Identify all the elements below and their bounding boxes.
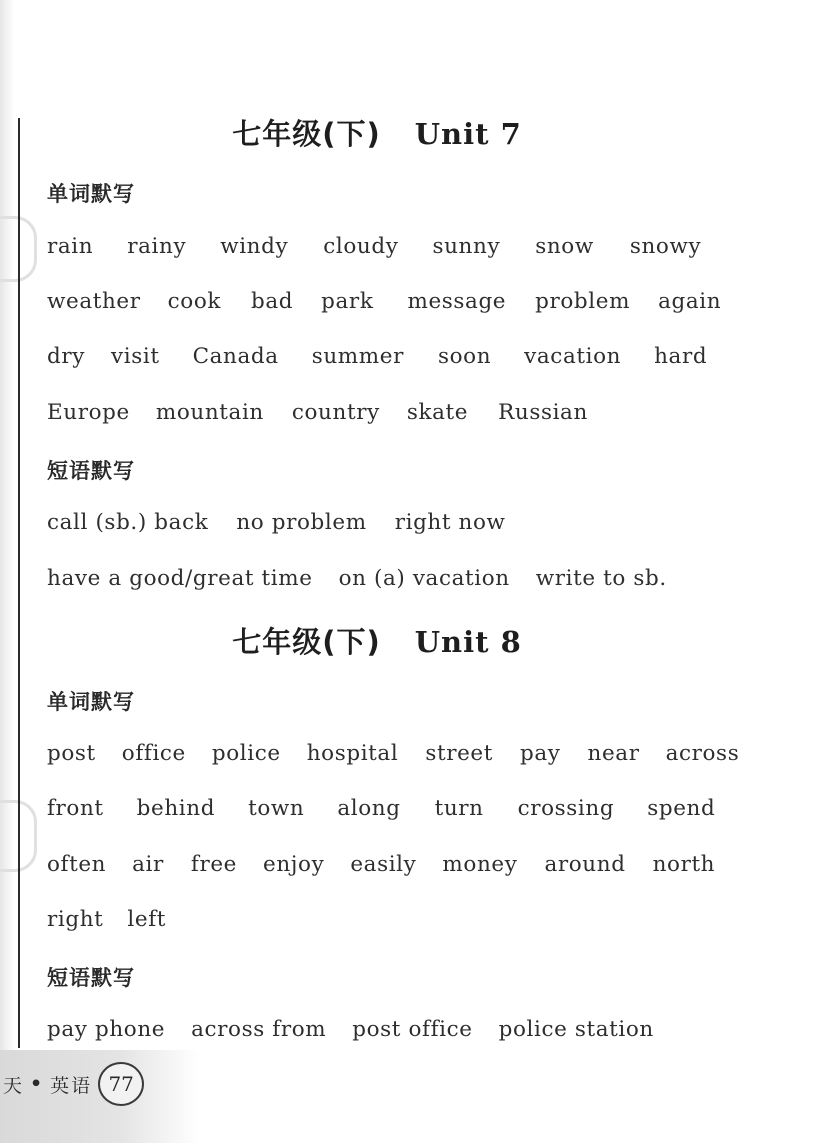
footer-title-fragment: 天: [3, 1074, 23, 1097]
word-item: write to sb.: [535, 566, 667, 591]
word-item: north: [652, 852, 716, 877]
word-item: soon: [437, 344, 492, 369]
word-item: enjoy: [263, 852, 325, 877]
unit7-phrase-line-1: [47, 510, 506, 535]
page-number-badge: [98, 1062, 144, 1106]
word-item: problem: [535, 289, 631, 314]
unit7-vocab-heading: 单词默写: [47, 182, 135, 206]
word-item: Russian: [498, 400, 588, 425]
word-item: police station: [498, 1017, 654, 1042]
word-item: along: [337, 796, 401, 821]
word-item: on (a) vacation: [338, 566, 510, 591]
word-item: right: [47, 907, 104, 932]
word-item: easily: [350, 852, 417, 877]
unit8-vocab-heading: 单词默写: [47, 690, 135, 714]
word-item: crossing: [517, 796, 615, 821]
word-item: pay: [519, 741, 561, 766]
word-item: country: [291, 400, 380, 425]
word-item: near: [587, 741, 640, 766]
unit7-title: [0, 112, 754, 153]
footer-subject: 英语: [50, 1074, 93, 1097]
unit7-vocab-line-3: [47, 344, 707, 369]
word-item: left: [127, 907, 167, 932]
word-item: right now: [394, 510, 506, 535]
word-item: cook: [167, 289, 221, 314]
word-item: snowy: [629, 234, 702, 259]
unit7-vocab-line-4: [47, 400, 588, 425]
word-item: front: [47, 796, 104, 821]
word-item: town: [248, 796, 305, 821]
word-item: bad: [251, 289, 294, 314]
page-number: 77: [108, 1072, 134, 1096]
word-item: vacation: [524, 344, 622, 369]
word-item: behind: [136, 796, 216, 821]
unit8-phrase-heading: 短语默写: [47, 966, 135, 990]
word-item: message: [407, 289, 507, 314]
word-item: post office: [352, 1017, 473, 1042]
word-item: hospital: [306, 741, 399, 766]
unit8-title: [0, 620, 754, 661]
word-item: dry: [47, 344, 85, 369]
unit8-vocab-line-4: [47, 907, 166, 932]
word-item: cloudy: [323, 234, 399, 259]
unit7-grade: 七年级(下): [232, 117, 381, 151]
word-item: no problem: [236, 510, 367, 535]
word-item: sunny: [432, 234, 501, 259]
word-item: often: [47, 852, 107, 877]
word-item: rain: [47, 234, 94, 259]
word-item: spend: [647, 796, 716, 821]
word-item: weather: [47, 289, 141, 314]
word-item: across from: [191, 1017, 327, 1042]
word-item: street: [425, 741, 493, 766]
word-item: pay phone: [47, 1017, 166, 1042]
unit7-vocab-line-2: [47, 289, 721, 314]
page-footer: [0, 1062, 144, 1106]
word-item: park: [321, 289, 374, 314]
word-item: post: [47, 741, 96, 766]
unit8-phrase-line-1: [47, 1017, 654, 1042]
unit8-vocab-line-2: [47, 796, 715, 821]
word-item: summer: [311, 344, 404, 369]
word-item: office: [121, 741, 186, 766]
page-edge-shadow: [0, 0, 14, 1143]
word-item: free: [190, 852, 237, 877]
unit7-phrase-line-2: [47, 566, 667, 591]
unit7-vocab-line-1: [47, 234, 701, 259]
footer-separator: •: [30, 1073, 43, 1095]
word-item: visit: [111, 344, 160, 369]
word-item: snow: [535, 234, 594, 259]
unit7-phrase-heading: 短语默写: [47, 459, 135, 483]
word-item: across: [665, 741, 740, 766]
word-item: money: [442, 852, 518, 877]
margin-rule: [18, 118, 20, 1048]
word-item: Canada: [192, 344, 279, 369]
word-item: skate: [406, 400, 469, 425]
word-item: again: [658, 289, 722, 314]
word-item: air: [132, 852, 164, 877]
word-item: Europe: [47, 400, 130, 425]
word-item: turn: [434, 796, 484, 821]
word-item: hard: [654, 344, 708, 369]
word-item: mountain: [155, 400, 264, 425]
word-item: rainy: [127, 234, 187, 259]
unit7-unit: Unit 7: [414, 117, 522, 151]
unit8-unit: Unit 8: [414, 625, 522, 659]
unit8-grade: 七年级(下): [232, 625, 381, 659]
word-item: call (sb.) back: [47, 510, 209, 535]
word-item: police: [211, 741, 281, 766]
unit8-vocab-line-3: [47, 852, 715, 877]
word-item: have a good/great time: [47, 566, 313, 591]
word-item: around: [544, 852, 626, 877]
unit8-vocab-line-1: [47, 741, 739, 766]
word-item: windy: [220, 234, 289, 259]
